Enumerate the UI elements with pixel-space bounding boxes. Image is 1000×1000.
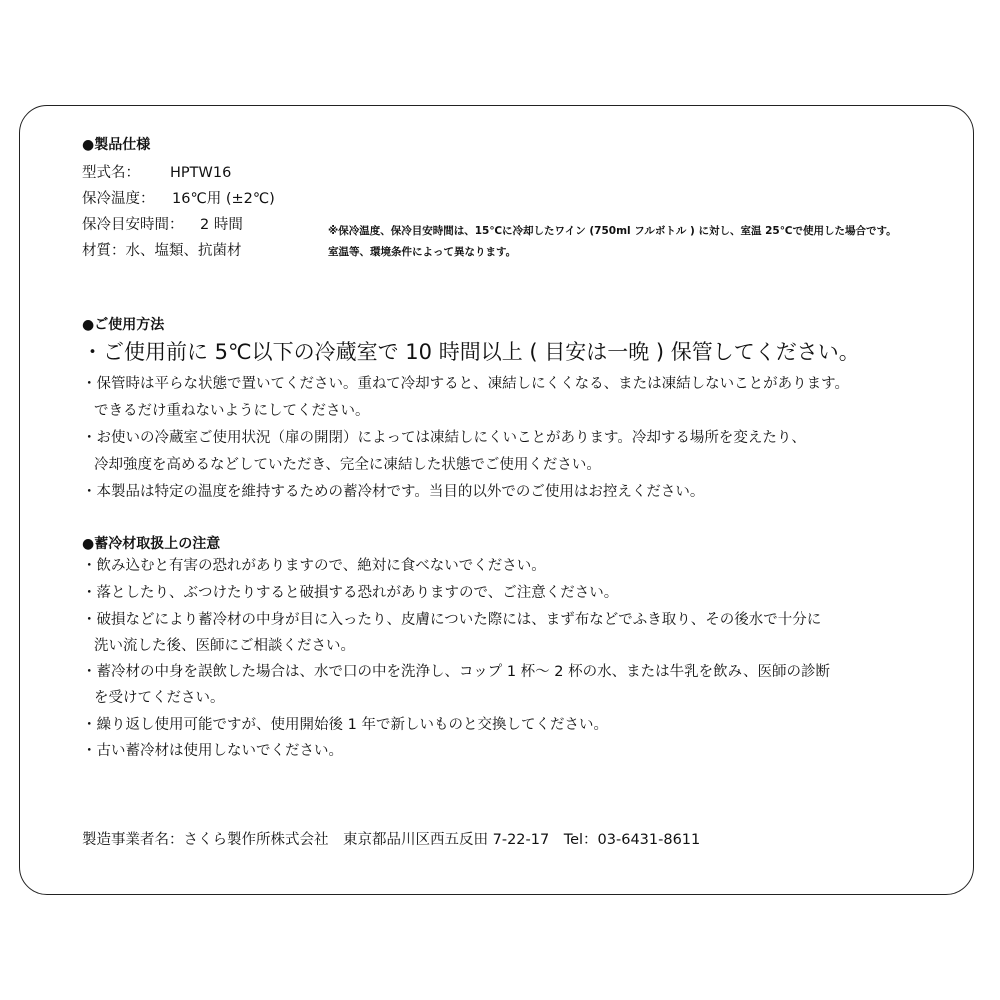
caution-line: 洗い流した後、医師にご相談ください。 (94, 638, 355, 654)
temp-label: 保冷温度： (82, 191, 155, 207)
caution-line: ・落としたり、ぶつけたりすると破損する恐れがありますので、ご注意ください。 (82, 585, 619, 601)
model-row (82, 164, 231, 182)
caution-line: ・破損などにより蓄冷材の中身が目に入ったり、皮膚についた際には、まず布などでふき取り、その後水で十分に (82, 612, 822, 628)
material-text: 材質：水、塩類、抗菌材 (82, 243, 242, 259)
caution-line: を受けてください。 (94, 690, 225, 706)
temp-value: 16℃用 (±2℃) (172, 191, 275, 207)
usage-line: ・本製品は特定の温度を維持するための蓄冷材です。当目的以外でのご使用はお控えください。 (82, 484, 705, 500)
spec-note-line-2: 室温等、環境条件によって異なります。 (328, 246, 517, 258)
spec-heading: ●製品仕様 (82, 137, 151, 153)
usage-line: 冷却強度を高めるなどしていただき、完全に凍結した状態でご使用ください。 (94, 457, 601, 473)
caution-line: ・繰り返し使用可能ですが、使用開始後 1 年で新しいものと交換してください。 (82, 717, 608, 733)
time-row (82, 216, 243, 234)
time-label: 保冷目安時間： (82, 217, 184, 233)
temp-row (82, 190, 275, 208)
caution-line: ・蓄冷材の中身を誤飲した場合は、水で口の中を洗浄し、コップ 1 杯〜 2 杯の水、または牛乳を飲み、医師の診断 (82, 664, 830, 680)
model-label: 型式名： (82, 165, 140, 181)
time-value: 2 時間 (200, 217, 243, 233)
caution-line: ・古い蓄冷材は使用しないでください。 (82, 743, 343, 759)
usage-line: できるだけ重ねないようにしてください。 (94, 403, 370, 419)
model-value: HPTW16 (170, 165, 232, 181)
usage-main-line: ・ご使用前に 5℃以下の冷蔵室で 10 時間以上 ( 目安は一晩 ) 保管してください。 (82, 340, 860, 364)
caution-heading: ●蓄冷材取扱上の注意 (82, 536, 221, 552)
manufacturer-info: 製造事業者名：さくら製作所株式会社 東京都品川区西五反田 7-22-17 Tel：03-6431-8611 (82, 832, 701, 848)
caution-line: ・飲み込むと有害の恐れがありますので、絶対に食べないでください。 (82, 558, 546, 574)
usage-line: ・保管時は平らな状態で置いてください。重ねて冷却すると、凍結しにくくなる、または凍結しないことがあります。 (82, 376, 849, 392)
usage-line: ・お使いの冷蔵室ご使用状況（扉の開閉）によっては凍結しにくいことがあります。冷却する場所を変えたり、 (82, 430, 806, 446)
spec-note-line-1: ※保冷温度、保冷目安時間は、15℃に冷却したワイン (750ml フルボトル ) に対し、室温 25℃で使用した場合です。 (328, 225, 897, 237)
usage-heading: ●ご使用方法 (82, 317, 165, 333)
